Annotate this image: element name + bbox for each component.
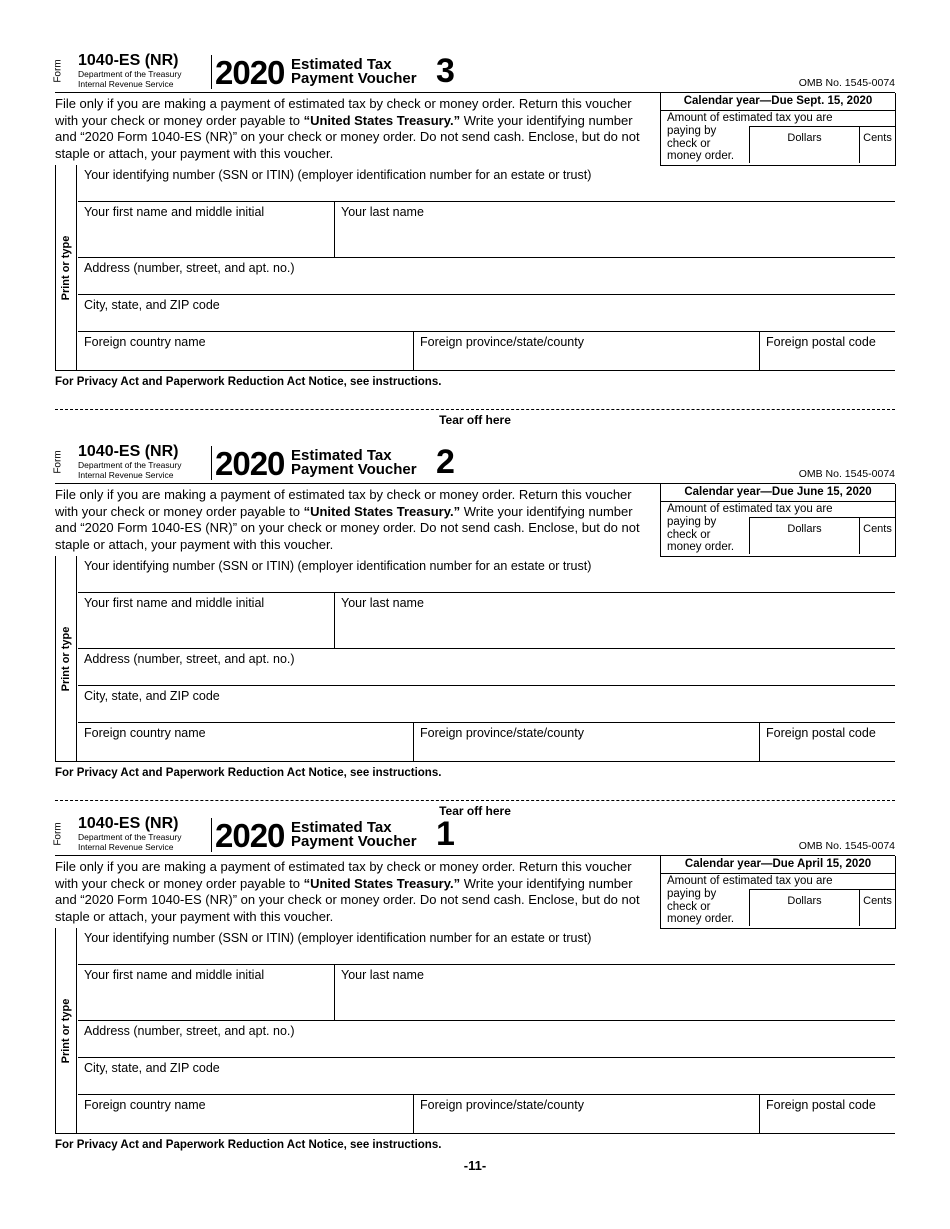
voucher-number: 3 [436,52,455,90]
cents-field[interactable]: Cents [859,889,895,926]
department: Department of the Treasury Internal Revenue Service [78,69,182,89]
voucher-title: Estimated Tax Payment Voucher [291,447,417,478]
foreign-country-field[interactable]: Foreign country name [78,723,414,761]
amount-label: Amount of estimated tax you are [667,503,833,515]
foreign-country-field[interactable]: Foreign country name [78,1095,414,1133]
payment-amount-box [660,856,896,929]
due-date: Calendar year—Due April 15, 2020 [661,856,895,874]
print-or-type-label: Print or type [60,998,72,1063]
last-name-field[interactable]: Your last name [335,202,895,258]
voucher-2 [52,443,895,780]
print-or-type-label: Print or type [60,626,72,691]
cents-field[interactable]: Cents [859,517,895,554]
last-name-field[interactable]: Your last name [335,965,895,1021]
voucher-header [52,52,895,92]
voucher-instructions: File only if you are making a payment of estimated tax by check or money order. Return this voucher with your check or money order payable to “United States Treasury.” Write your identifying number and “2020 Form 1040-ES (NR)” on your check or money order. Do not send cash. Enclose, but do not staple or attach, your payment with this voucher. [55,487,640,552]
taxpayer-info-grid [55,165,895,371]
voucher-3 [52,52,895,389]
city-state-zip-field[interactable]: City, state, and ZIP code [78,295,895,332]
header-divider [211,55,212,89]
first-name-field[interactable]: Your first name and middle initial [78,965,335,1021]
voucher-title: Estimated Tax Payment Voucher [291,56,417,87]
header-divider [211,446,212,480]
voucher-number: 2 [436,443,455,481]
omb-number: OMB No. 1545-0074 [798,468,895,480]
foreign-postal-code-field[interactable]: Foreign postal code [766,726,876,740]
address-field[interactable]: Address (number, street, and apt. no.) [78,649,895,686]
form-number: 1040-ES (NR) [78,52,179,69]
foreign-postal-code-field[interactable]: Foreign postal code [766,1098,876,1112]
foreign-province-field[interactable]: Foreign province/state/county [414,723,760,761]
form-number: 1040-ES (NR) [78,815,179,832]
omb-number: OMB No. 1545-0074 [798,77,895,89]
tear-line [55,800,895,801]
omb-number: OMB No. 1545-0074 [798,840,895,852]
identifying-number-field[interactable]: Your identifying number (SSN or ITIN) (employer identification number for an estate or trust) [78,928,895,965]
tax-year: 2020 [215,445,285,482]
voucher-header [52,443,895,483]
payment-amount-box [660,484,896,557]
first-name-field[interactable]: Your first name and middle initial [78,202,335,258]
paying-label: paying by check or money order. [667,125,735,162]
privacy-notice: For Privacy Act and Paperwork Reduction Act Notice, see instructions. [55,1139,442,1151]
voucher-number: 1 [436,815,455,853]
form-word: Form [52,450,64,474]
dollars-field[interactable]: Dollars [749,517,859,554]
voucher-title: Estimated Tax Payment Voucher [291,819,417,850]
header-divider [211,818,212,852]
address-field[interactable]: Address (number, street, and apt. no.) [78,258,895,295]
tax-year: 2020 [215,54,285,91]
print-or-type-label: Print or type [60,235,72,300]
due-date: Calendar year—Due Sept. 15, 2020 [661,93,895,111]
dollars-field[interactable]: Dollars [749,126,859,163]
voucher-instructions: File only if you are making a payment of estimated tax by check or money order. Return this voucher with your check or money order payable to “United States Treasury.” Write your identifying number and “2020 Form 1040-ES (NR)” on your check or money order. Do not send cash. Enclose, but do not staple or attach, your payment with this voucher. [55,96,640,161]
tax-year: 2020 [215,817,285,854]
foreign-country-field[interactable]: Foreign country name [78,332,414,370]
foreign-province-field[interactable]: Foreign province/state/county [414,332,760,370]
foreign-province-field[interactable]: Foreign province/state/county [414,1095,760,1133]
amount-label: Amount of estimated tax you are [667,112,833,124]
tear-off-label: Tear off here [439,804,511,818]
city-state-zip-field[interactable]: City, state, and ZIP code [78,1058,895,1095]
privacy-notice: For Privacy Act and Paperwork Reduction Act Notice, see instructions. [55,767,442,779]
identifying-number-field[interactable]: Your identifying number (SSN or ITIN) (employer identification number for an estate or trust) [78,556,895,593]
voucher-instructions: File only if you are making a payment of estimated tax by check or money order. Return this voucher with your check or money order payable to “United States Treasury.” Write your identifying number and “2020 Form 1040-ES (NR)” on your check or money order. Do not send cash. Enclose, but do not staple or attach, your payment with this voucher. [55,859,640,924]
department: Department of the Treasury Internal Revenue Service [78,832,182,852]
paying-label: paying by check or money order. [667,516,735,553]
taxpayer-info-grid [55,928,895,1134]
form-word: Form [52,59,64,83]
tear-line [55,409,895,410]
first-name-field[interactable]: Your first name and middle initial [78,593,335,649]
identifying-number-field[interactable]: Your identifying number (SSN or ITIN) (employer identification number for an estate or trust) [78,165,895,202]
form-word: Form [52,822,64,846]
tear-off-label: Tear off here [439,413,511,427]
cents-field[interactable]: Cents [859,126,895,163]
form-number: 1040-ES (NR) [78,443,179,460]
city-state-zip-field[interactable]: City, state, and ZIP code [78,686,895,723]
amount-label: Amount of estimated tax you are [667,875,833,887]
page-number: -11- [463,1158,487,1173]
paying-label: paying by check or money order. [667,888,735,925]
privacy-notice: For Privacy Act and Paperwork Reduction Act Notice, see instructions. [55,376,442,388]
payment-amount-box [660,93,896,166]
address-field[interactable]: Address (number, street, and apt. no.) [78,1021,895,1058]
due-date: Calendar year—Due June 15, 2020 [661,484,895,502]
taxpayer-info-grid [55,556,895,762]
voucher-header [52,815,895,855]
dollars-field[interactable]: Dollars [749,889,859,926]
last-name-field[interactable]: Your last name [335,593,895,649]
voucher-1 [52,815,895,1152]
foreign-postal-code-field[interactable]: Foreign postal code [766,335,876,349]
department: Department of the Treasury Internal Revenue Service [78,460,182,480]
